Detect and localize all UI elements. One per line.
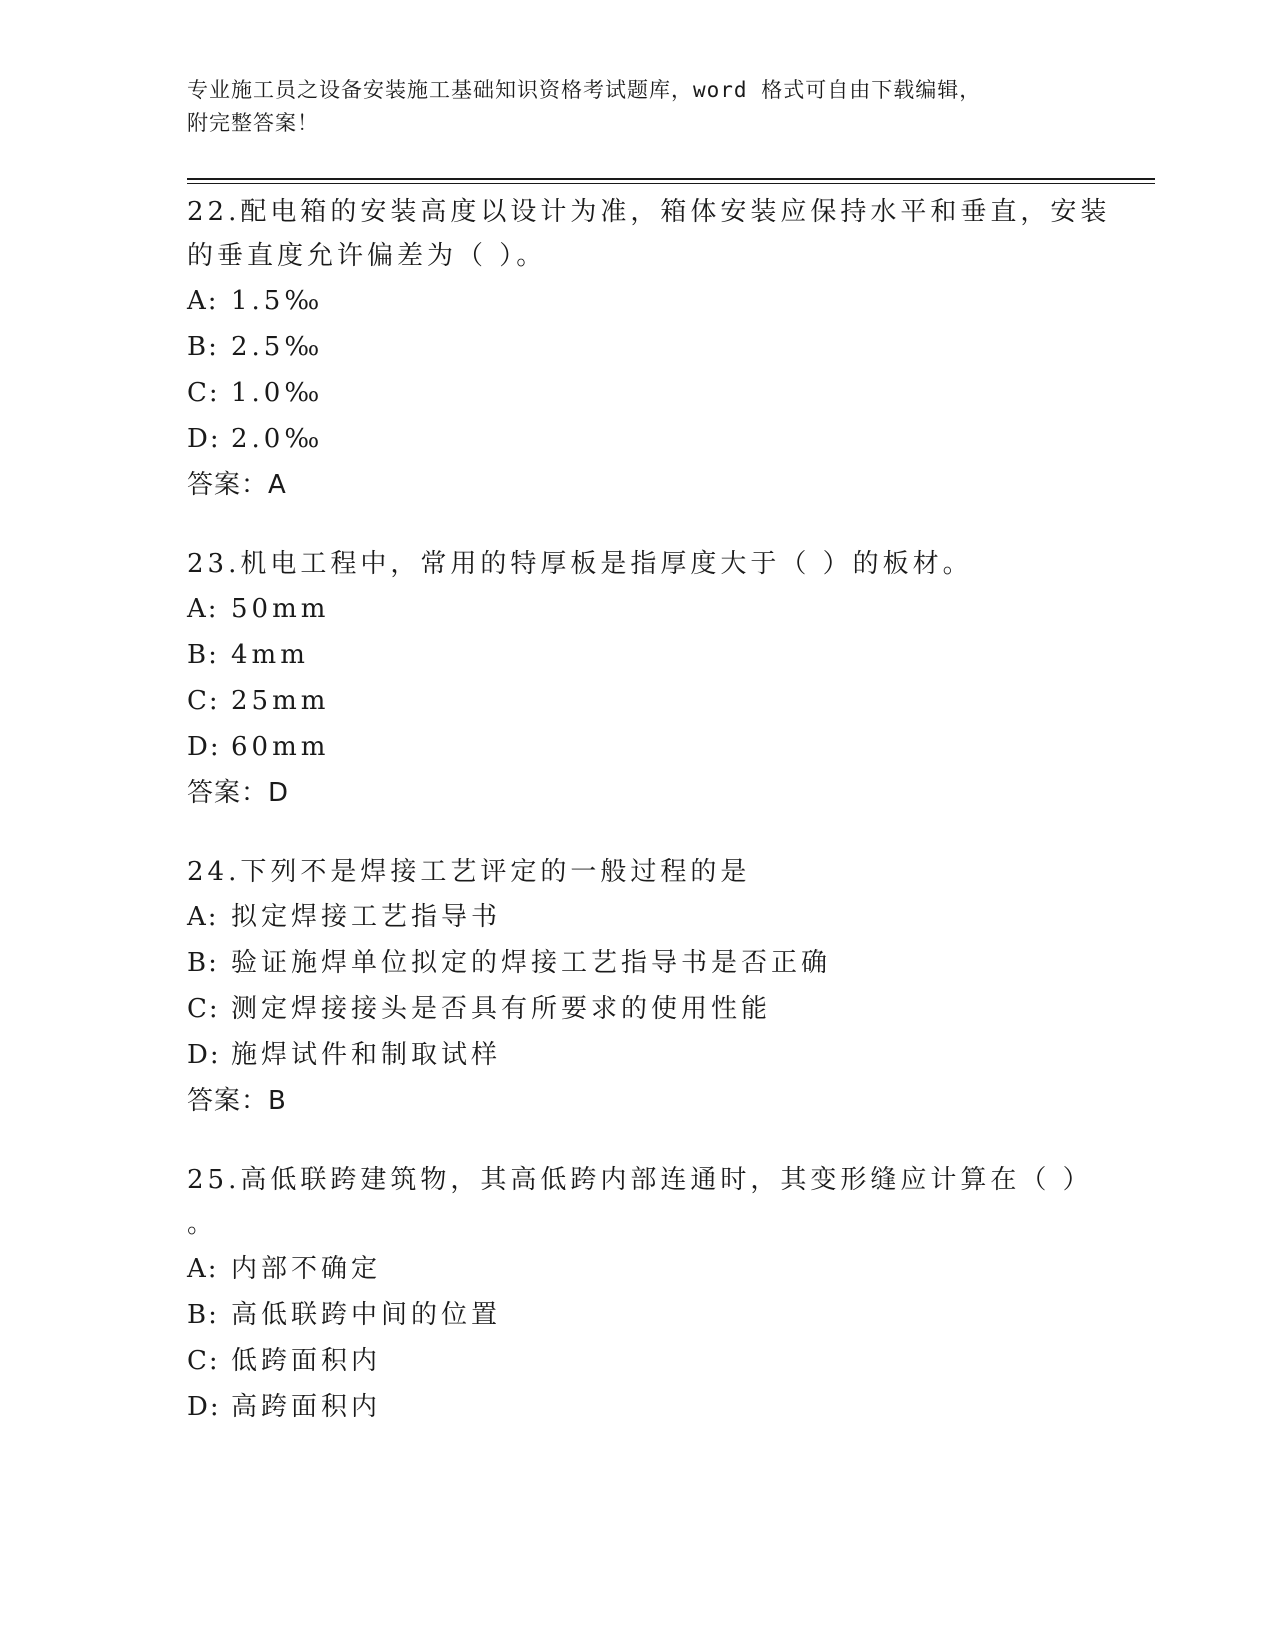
question-stem-line: 22.配电箱的安装高度以设计为准，箱体安装应保持水平和垂直，安装 bbox=[187, 197, 1111, 227]
option-text: 1.0‰ bbox=[231, 378, 324, 408]
option-letter: D: bbox=[187, 732, 221, 762]
answer-key: 答案：B bbox=[187, 1086, 287, 1116]
header-line-1: 专业施工员之设备安装施工基础知识资格考试题库，word 格式可自由下载编辑， bbox=[187, 78, 982, 102]
question-stem bbox=[187, 1158, 1093, 1246]
option-text: 高低联跨中间的位置 bbox=[231, 1300, 502, 1330]
answer-option bbox=[187, 370, 1087, 416]
header-divider-thin bbox=[187, 183, 1155, 184]
option-letter: A: bbox=[187, 594, 219, 624]
answer-option bbox=[187, 278, 1087, 324]
answer-option bbox=[187, 1246, 1087, 1292]
option-text: 25mm bbox=[231, 686, 330, 716]
answer-option bbox=[187, 940, 1087, 986]
option-letter: A: bbox=[187, 1254, 219, 1284]
question-stem-line: 。 bbox=[187, 1209, 218, 1239]
question-block bbox=[187, 190, 1111, 508]
option-text: 测定焊接接头是否具有所要求的使用性能 bbox=[231, 994, 772, 1024]
option-text: 1.5‰ bbox=[231, 286, 324, 316]
option-letter: C: bbox=[187, 686, 220, 716]
option-text: 2.0‰ bbox=[231, 424, 324, 454]
header-line-2: 附完整答案！ bbox=[187, 111, 319, 135]
question-stem bbox=[187, 850, 1087, 894]
option-letter: A: bbox=[187, 286, 219, 316]
option-letter: C: bbox=[187, 1346, 220, 1376]
option-text: 2.5‰ bbox=[231, 332, 324, 362]
question-block bbox=[187, 1158, 1093, 1430]
option-text: 施焊试件和制取试样 bbox=[231, 1040, 502, 1070]
option-text: 高跨面积内 bbox=[231, 1392, 382, 1422]
question-stem-line: 的垂直度允许偏差为（ ）。 bbox=[187, 241, 547, 271]
question-block bbox=[187, 542, 1087, 816]
option-letter: B: bbox=[187, 640, 219, 670]
answer-option bbox=[187, 1338, 1087, 1384]
answer-option bbox=[187, 416, 1087, 462]
answer-option bbox=[187, 986, 1087, 1032]
answer-option bbox=[187, 678, 1087, 724]
question-block bbox=[187, 850, 1087, 1124]
question-stem-line: 23.机电工程中，常用的特厚板是指厚度大于（ ）的板材。 bbox=[187, 549, 973, 579]
answer-option bbox=[187, 894, 1087, 940]
option-text: 拟定焊接工艺指导书 bbox=[231, 902, 502, 932]
option-letter: D: bbox=[187, 424, 221, 454]
answer-option bbox=[187, 586, 1087, 632]
question-stem bbox=[187, 190, 1111, 278]
answer-option bbox=[187, 632, 1087, 678]
option-text: 4mm bbox=[231, 640, 309, 670]
option-letter: B: bbox=[187, 1300, 219, 1330]
answer-option bbox=[187, 324, 1087, 370]
answer-option bbox=[187, 724, 1087, 770]
answer-option bbox=[187, 1032, 1087, 1078]
answer-key: 答案：D bbox=[187, 778, 290, 808]
option-text: 验证施焊单位拟定的焊接工艺指导书是否正确 bbox=[231, 948, 832, 978]
option-letter: C: bbox=[187, 994, 220, 1024]
answer-option bbox=[187, 1292, 1087, 1338]
option-letter: D: bbox=[187, 1392, 221, 1422]
document-header bbox=[187, 74, 1087, 140]
option-letter: B: bbox=[187, 948, 219, 978]
option-letter: B: bbox=[187, 332, 219, 362]
option-letter: D: bbox=[187, 1040, 221, 1070]
option-letter: C: bbox=[187, 378, 220, 408]
header-divider-thick bbox=[187, 178, 1155, 180]
option-text: 50mm bbox=[231, 594, 330, 624]
question-stem-line: 25.高低联跨建筑物，其高低跨内部连通时，其变形缝应计算在（ ） bbox=[187, 1165, 1093, 1195]
option-letter: A: bbox=[187, 902, 219, 932]
option-text: 低跨面积内 bbox=[231, 1346, 382, 1376]
question-stem bbox=[187, 542, 1087, 586]
option-text: 内部不确定 bbox=[231, 1254, 382, 1284]
answer-option bbox=[187, 1384, 1087, 1430]
answer-key: 答案：A bbox=[187, 470, 287, 500]
question-stem-line: 24.下列不是焊接工艺评定的一般过程的是 bbox=[187, 857, 751, 887]
question-list bbox=[187, 190, 1111, 1464]
option-text: 60mm bbox=[231, 732, 330, 762]
